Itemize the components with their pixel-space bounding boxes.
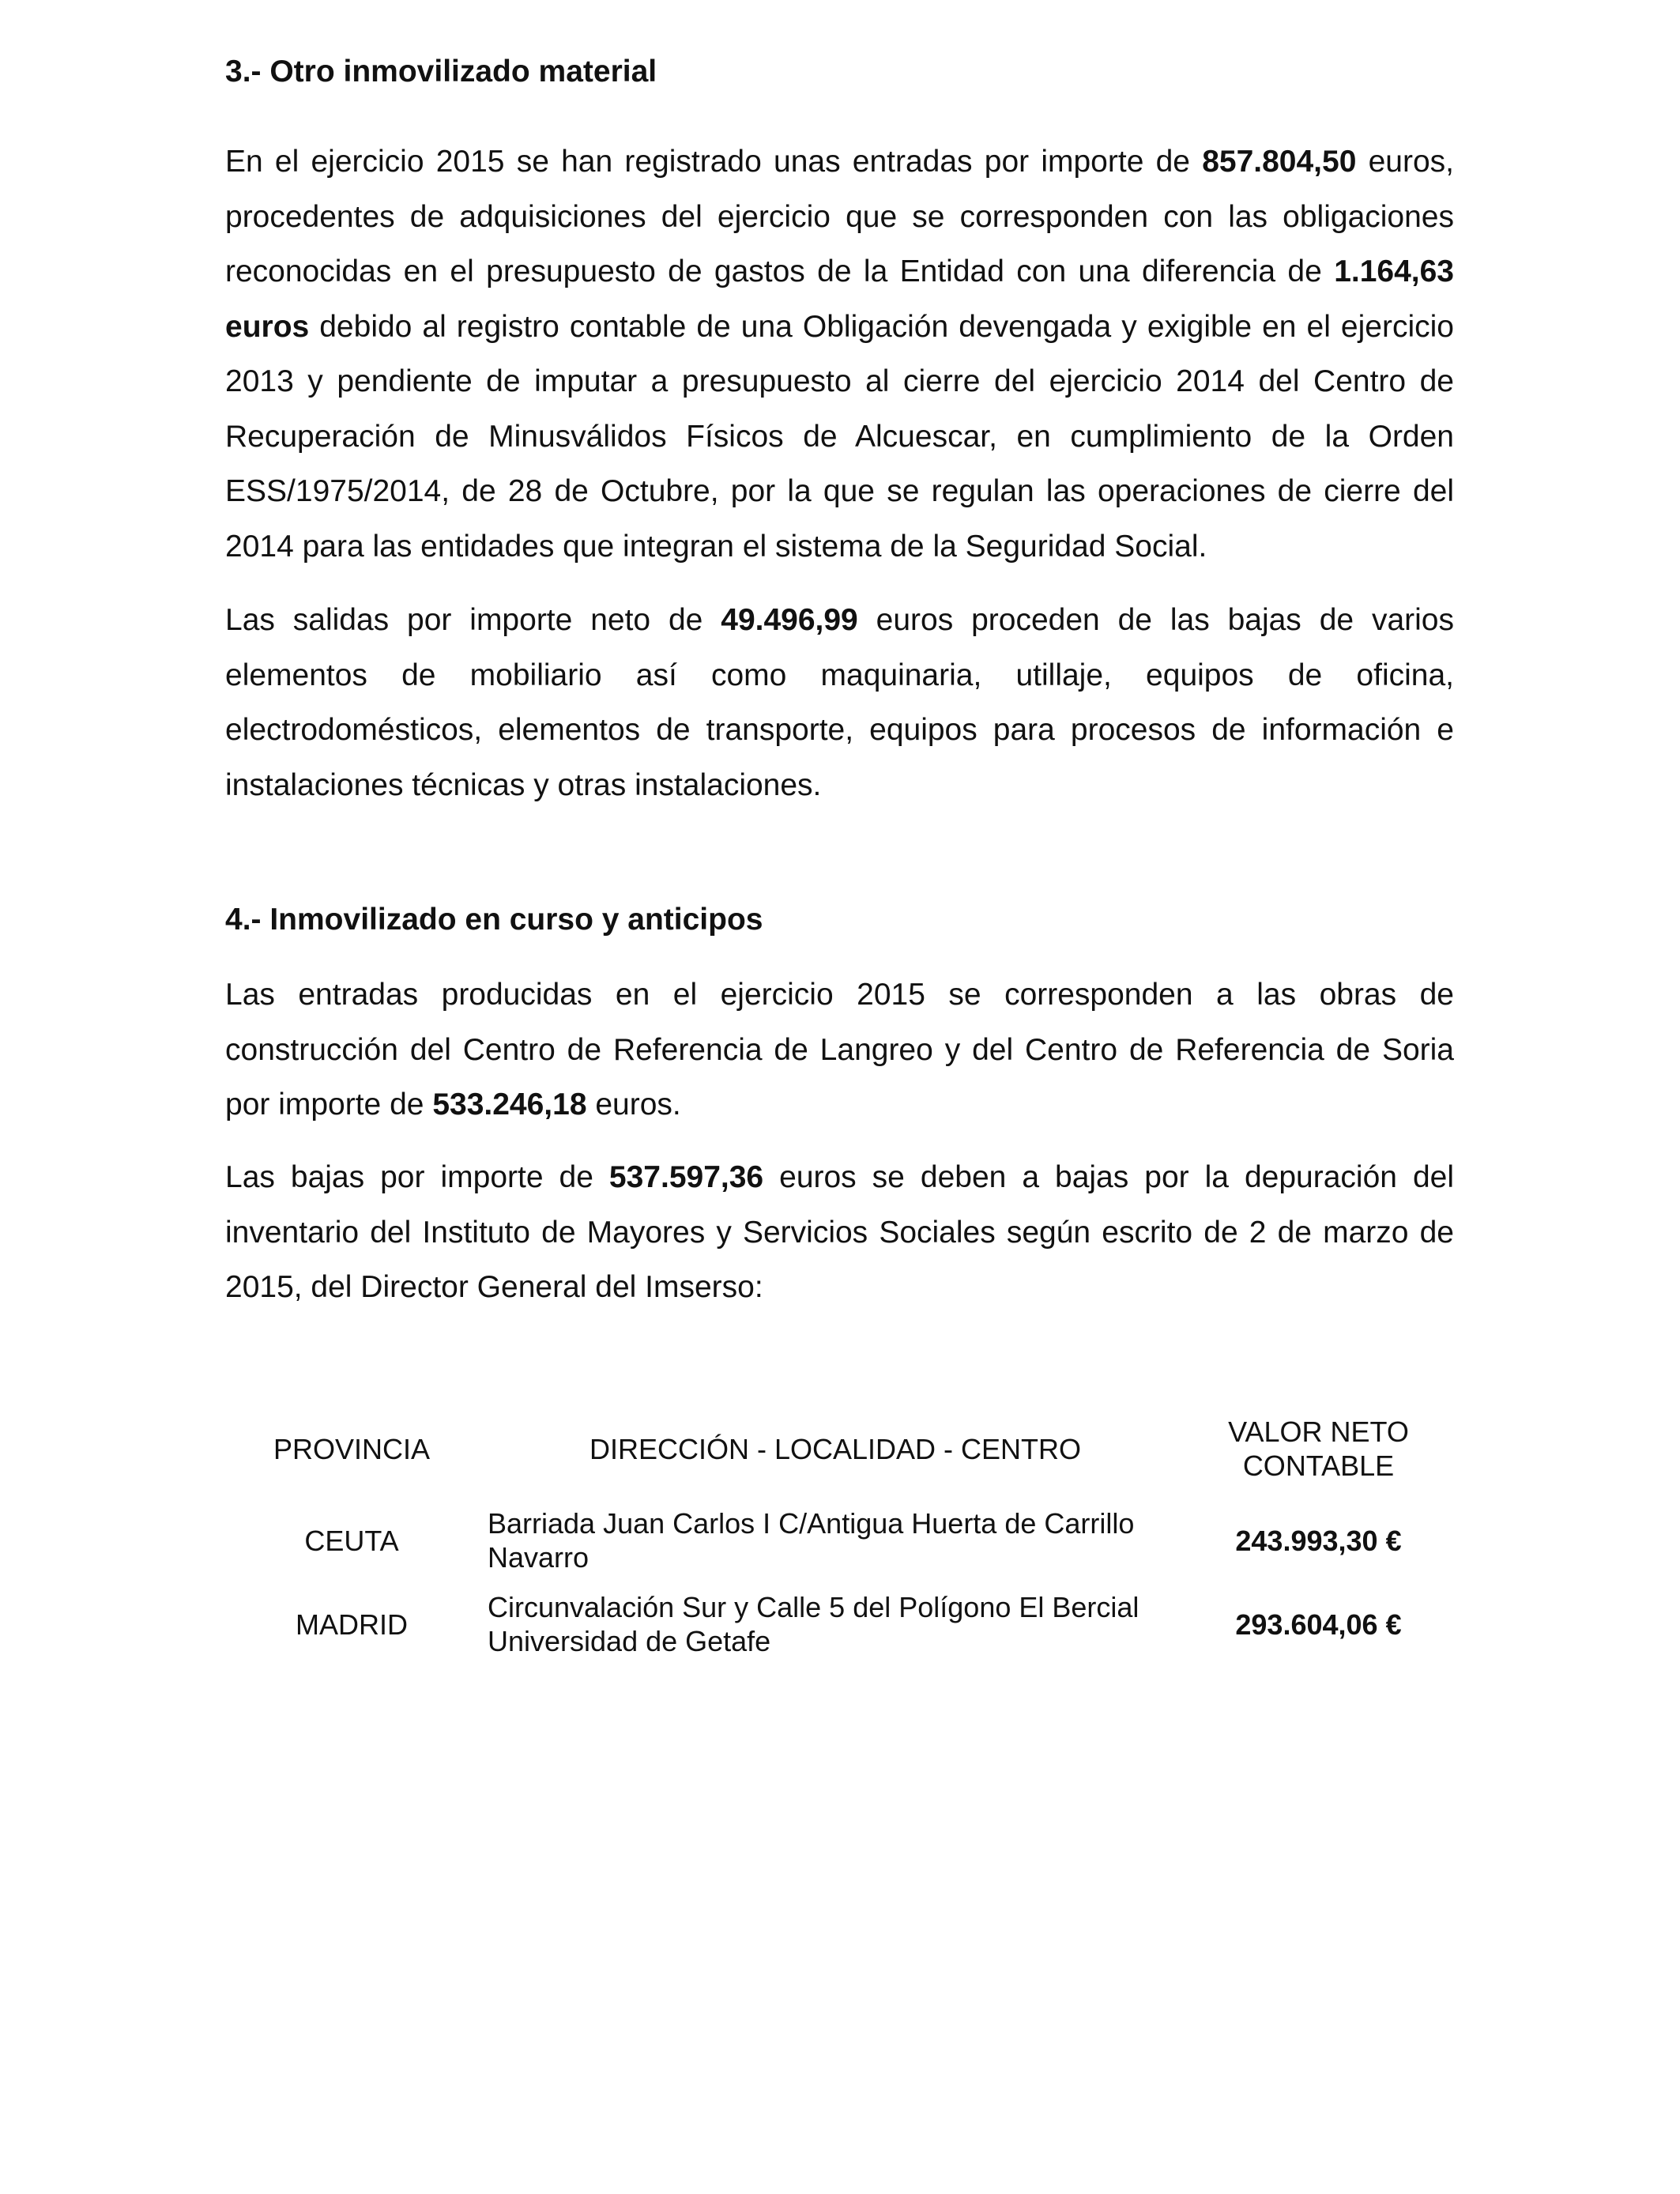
obras-amount: 533.246,18: [432, 1088, 587, 1122]
table-row: [225, 1584, 1454, 1668]
bajas-amount: 537.597,36: [608, 1160, 764, 1194]
section-4-heading: 4.- Inmovilizado en curso y anticipos: [225, 903, 763, 937]
section-3-paragraph-2: Las salidas por importe neto de 49.496,99 euros proceden de las bajas de varios elementos de mobiliario así como maquinaria, utillaje, equipos de oficina, electrodomésticos, elementos de transporte, equipos para procesos de información e instalaciones técnicas y otras instalaciones.: [225, 603, 1454, 802]
header-provincia: PROVINCIA: [273, 1432, 431, 1465]
bajas-table: [225, 1415, 1454, 1668]
cell-valor: 243.993,30 €: [1235, 1524, 1402, 1557]
cell-direccion: Barriada Juan Carlos I C/Antigua Huerta de Carrillo Navarro: [488, 1507, 1135, 1574]
cell-provincia: MADRID: [296, 1608, 408, 1641]
section-3-paragraph-1: En el ejercicio 2015 se han registrado unas entradas por importe de 857.804,50 euros, procedentes de adquisiciones del ejercicio que se corresponden con las obligaciones reconocidas en el presupuesto de gastos de la Entidad con una diferencia de 1.164,63 euros debido al registro contable de una Obligación devengada y exigible en el ejercicio 2013 y pendiente de imputar a presupuesto al cierre del ejercicio 2014 del Centro de Recuperación de Minusválidos Físicos de Alcuescar, en cumplimiento de la Orden ESS/1975/2014, de 28 de Octubre, por la que se regulan las operaciones de cierre del 2014 para las entidades que integran el sistema de la Seguridad Social.: [225, 145, 1454, 564]
diferencia-amount: 1.164,63 euros: [225, 254, 1454, 344]
cell-valor: 293.604,06 €: [1235, 1608, 1402, 1641]
table-header-row: [225, 1415, 1454, 1500]
header-direccion: DIRECCIÓN - LOCALIDAD - CENTRO: [589, 1432, 1082, 1465]
salidas-amount: 49.496,99: [721, 603, 858, 637]
cell-direccion: Circunvalación Sur y Calle 5 del Polígono El Bercial Universidad de Getafe: [488, 1591, 1139, 1657]
entradas-amount: 857.804,50: [1202, 145, 1357, 179]
header-valor: VALOR NETO CONTABLE: [1228, 1416, 1409, 1482]
cell-provincia: CEUTA: [304, 1524, 399, 1557]
table-row: [225, 1500, 1454, 1584]
section-3-heading: 3.- Otro inmovilizado material: [225, 55, 657, 89]
section-4-paragraph-1: Las entradas producidas en el ejercicio 2015 se corresponden a las obras de construcción del Centro de Referencia de Langreo y del Centro de Referencia de Soria por importe de 533.246,18 euros.: [225, 978, 1454, 1122]
section-4-paragraph-2: Las bajas por importe de 537.597,36 euros se deben a bajas por la depuración del inventario del Instituto de Mayores y Servicios Sociales según escrito de 2 de marzo de 2015, del Director General del Imserso:: [225, 1160, 1454, 1304]
